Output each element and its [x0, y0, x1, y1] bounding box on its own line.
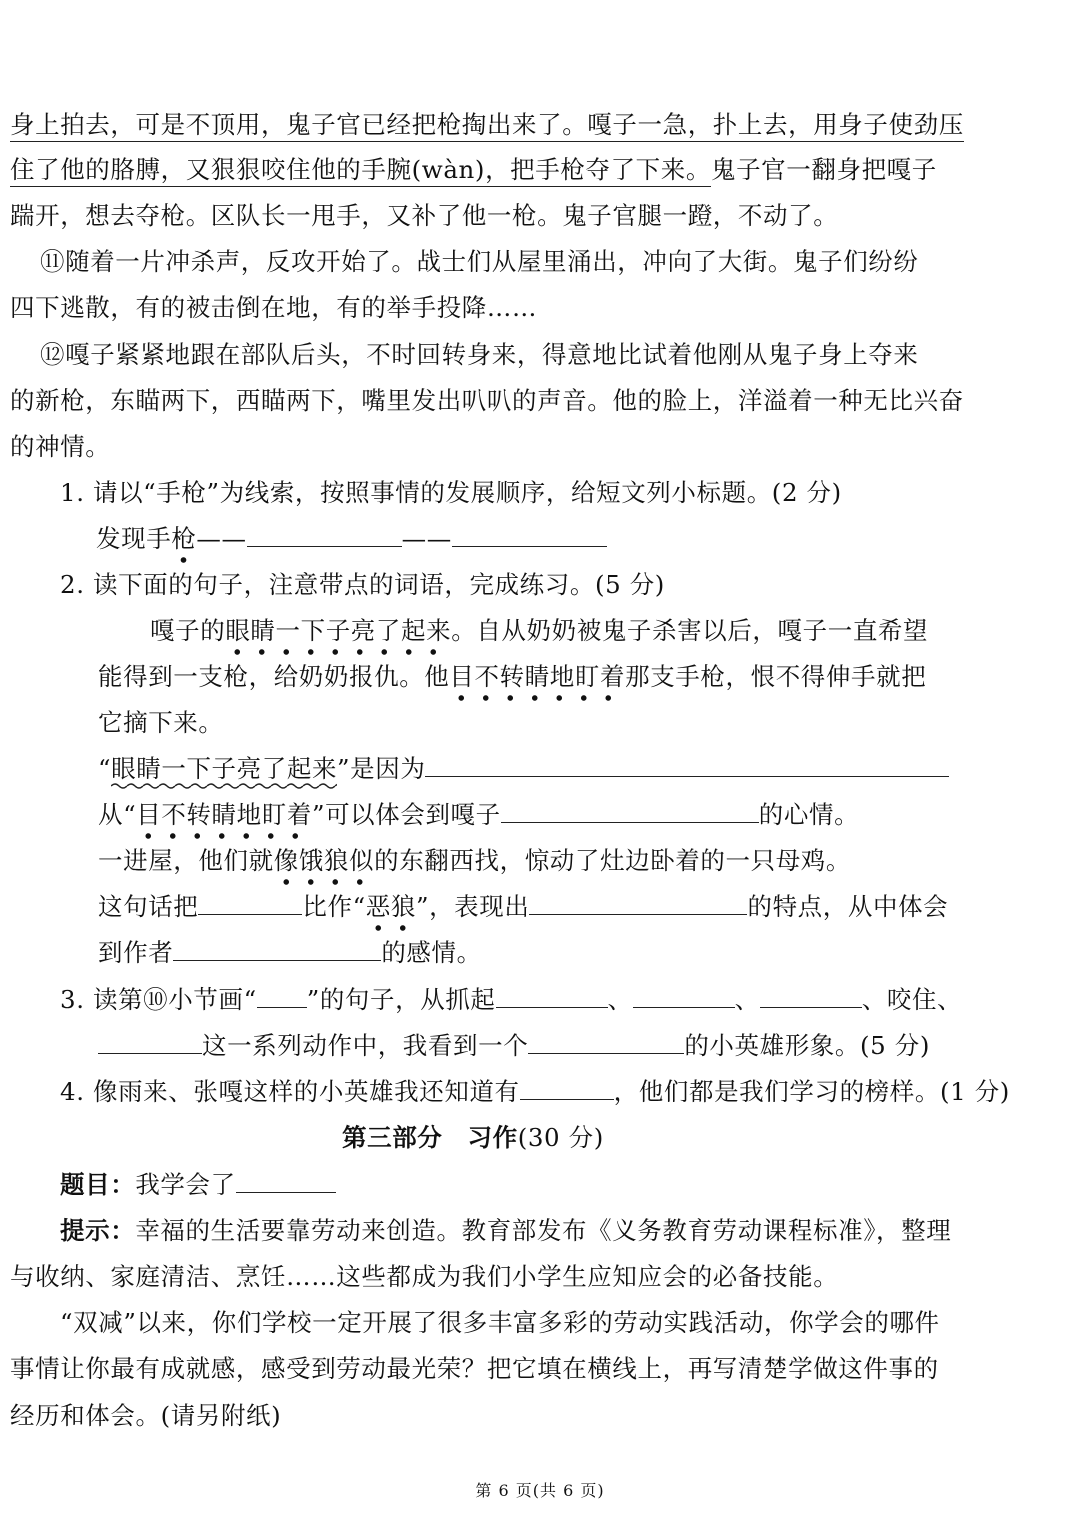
answer-blank[interactable] — [501, 800, 759, 823]
dotted-word: 目不转睛地盯着 — [449, 662, 625, 702]
question-1: 1. 请以“手枪”为线索，按照事情的发展顺序，给短文列小标题。(2 分) — [60, 478, 842, 507]
passage-p10-line3: 踹开，想去夺枪。区队长一甩手，又补了他一枪。鬼子官腿一蹬，不动了。 — [10, 201, 839, 230]
question-3-line2: 这一系列动作中，我看到一个 的小英雄形象。(5 分) — [98, 1031, 930, 1063]
question-1-answer: 发现手枪—— —— — [96, 524, 607, 556]
question-2: 2. 读下面的句子，注意带点的词语，完成练习。(5 分) — [60, 570, 665, 599]
quote-line2: 能得到一支枪，给奶奶报仇。他目不转睛地盯着那支手枪，恨不得伸手就把 — [98, 662, 926, 694]
answer-blank[interactable] — [425, 754, 949, 777]
page-number: 第 6 页(共 6 页) — [475, 1481, 605, 1500]
answer-blank[interactable] — [198, 892, 302, 915]
answer-blank[interactable] — [633, 985, 735, 1008]
q2-sentence-2: 一进屋，他们就像饿狼似的东翻西找，惊动了灶边卧着的一只母鸡。 — [98, 846, 851, 878]
answer-blank[interactable] — [520, 1077, 614, 1100]
answer-blank[interactable] — [257, 985, 307, 1008]
dotted-word: 恶狼 — [366, 892, 416, 932]
q2-answer-2: 从“目不转睛地盯着”可以体会到嘎子 的心情。 — [98, 800, 859, 832]
hint-line2: 与收纳、家庭清洁、烹饪……这些都成为我们小学生应知应会的必备技能。 — [10, 1262, 839, 1291]
wavy-word: 眼睛一下子亮了起来 — [111, 754, 337, 790]
passage-p10-line1 — [10, 110, 964, 142]
topic-blank[interactable] — [236, 1170, 336, 1193]
question-3-line1: 3. 读第⑩小节画“ ”的句子，从抓起 、 、 、咬住、 — [60, 985, 963, 1014]
q2-answer-3: 这句话把 比作“恶狼”，表现出 的特点，从中体会 — [98, 892, 948, 924]
quote-line1: 嘎子的眼睛一下子亮了起来。自从奶奶被鬼子杀害以后，嘎子一直希望 — [150, 616, 928, 648]
composition-topic: 题目：我学会了 — [60, 1170, 336, 1202]
instruction-line1: “双减”以来，你们学校一定开展了很多丰富多彩的劳动实践活动，你学会的哪件 — [60, 1308, 940, 1337]
answer-blank[interactable] — [760, 985, 862, 1008]
part3-heading — [342, 1123, 604, 1155]
answer-blank[interactable] — [452, 524, 607, 547]
answer-blank[interactable] — [98, 1031, 202, 1054]
answer-blank[interactable] — [528, 1031, 684, 1054]
q2-answer-1: “眼睛一下子亮了起来”是因为 — [98, 754, 949, 786]
dotted-word: 眼睛一下子亮了起来 — [225, 616, 451, 656]
instruction-line3: 经历和体会。(请另附纸) — [10, 1401, 282, 1430]
passage-p12-line2: 的新枪，东瞄两下，西瞄两下，嘴里发出叭叭的声音。他的脸上，洋溢着一种无比兴奋 — [10, 386, 964, 415]
underlined-sentence: 身上拍去，可是不顶用，鬼子官已经把枪掏出来了。嘎子一急，扑上去，用身子使劲压 — [10, 110, 964, 142]
passage-p10-line2: 住了他的胳膊，又狠狠咬住他的手腕(wàn)，把手枪夺了下来。鬼子官一翻身把嘎子 — [10, 155, 937, 187]
passage-p11-line2: 四下逃散，有的被击倒在地，有的举手投降…… — [10, 293, 538, 322]
answer-blank[interactable] — [173, 938, 381, 961]
passage-p12-line3: 的神情。 — [10, 432, 111, 461]
question-4: 4. 像雨来、张嘎这样的小英雄我还知道有 ，他们都是我们学习的榜样。(1 分) — [60, 1077, 1010, 1106]
part3-title: 第三部分 习作 — [342, 1123, 518, 1152]
underlined-sentence: 住了他的胳膊，又狠狠咬住他的手腕(wàn)，把手枪夺了下来。 — [10, 155, 711, 187]
instruction-line2: 事情让你最有成就感，感受到劳动最光荣？把它填在横线上，再写清楚学做这件事的 — [10, 1354, 939, 1383]
passage-p12-line1: ⑫嘎子紧紧地跟在部队后头，不时回转身来，得意地比试着他刚从鬼子身上夺来 — [40, 340, 919, 369]
answer-blank[interactable] — [529, 892, 747, 915]
passage-p11-line1: ⑪随着一片冲杀声，反攻开始了。战士们从屋里涌出，冲向了大街。鬼子们纷纷 — [40, 247, 919, 276]
topic-label: 题目： — [60, 1170, 136, 1199]
hint-line1: 提示：幸福的生活要靠劳动来创造。教育部发布《义务教育劳动课程标准》，整理 — [60, 1216, 952, 1245]
dotted-word: 目不转睛地盯着 — [136, 800, 312, 840]
hint-label: 提示： — [60, 1216, 136, 1245]
answer-blank[interactable] — [496, 985, 608, 1008]
dotted-word: 像饿狼似 — [274, 846, 374, 886]
dotted-word: 枪 — [171, 524, 196, 564]
part3-score: (30 分) — [517, 1123, 604, 1152]
quote-line3: 它摘下来。 — [98, 708, 224, 737]
answer-blank[interactable] — [247, 524, 402, 547]
q2-answer-4: 到作者 的感情。 — [98, 938, 482, 967]
